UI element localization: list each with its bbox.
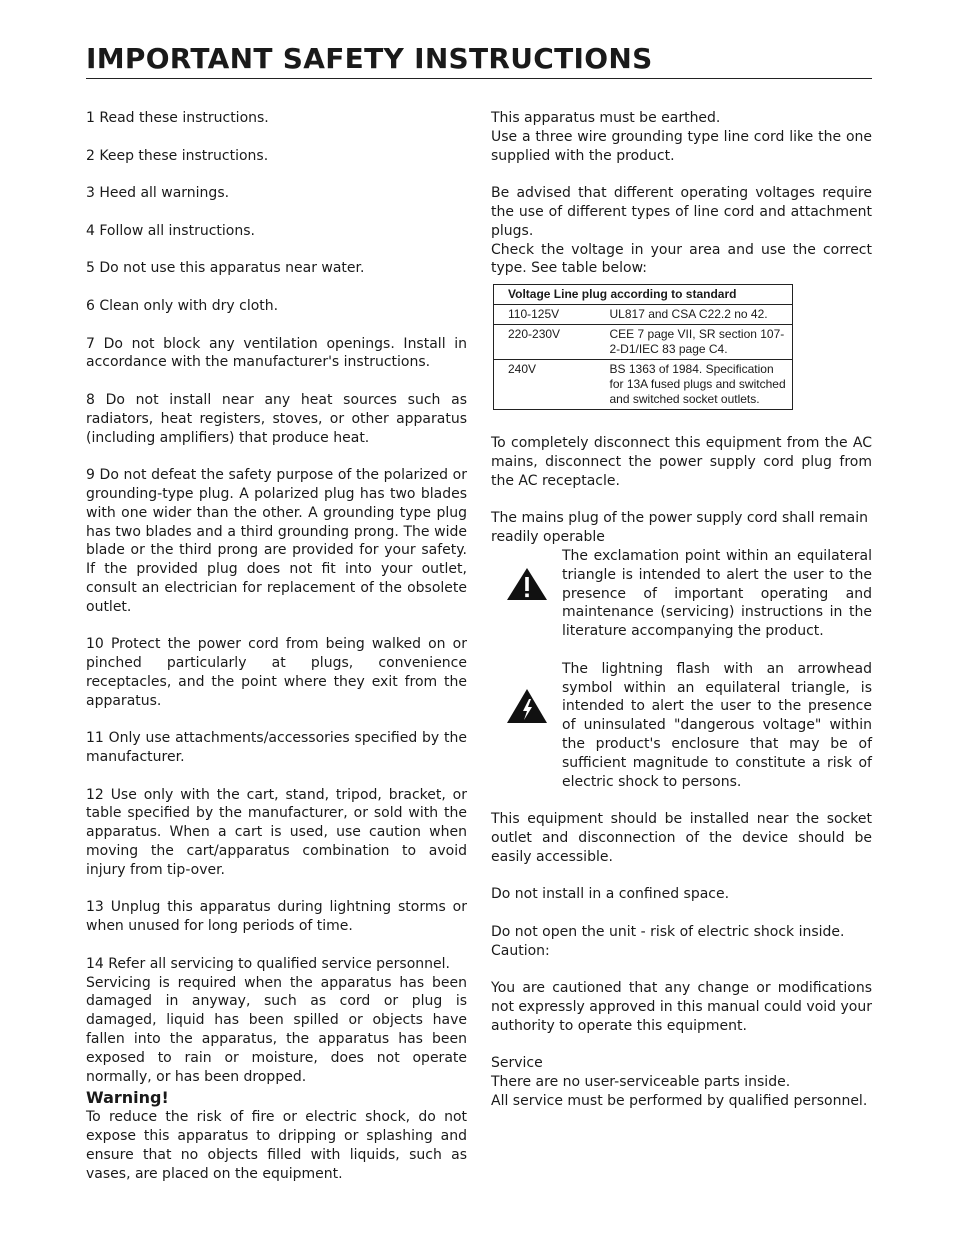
exclamation-description: The exclamation point within an equilateral triangle is intended to alert the user to the presence of important operating and maintenance (servicing) instructions in the literature accompanying the product. — [562, 547, 872, 640]
table-row — [494, 305, 793, 325]
instruction-1: 1 Read these instructions. — [86, 110, 269, 126]
voltage-cell: 240V — [494, 360, 596, 410]
instruction-14-body: Servicing is required when the apparatus has been damaged in anyway, such as cord or plug is damaged, liquid has been spilled or objects have fallen into the apparatus, the apparatus has been exposed to rain or moisture, does not operate normally, or has been dropped. — [86, 974, 467, 1085]
instruction-12: 12 Use only with the cart, stand, tripod, bracket, or table specified by the manufacturer, or sold with the apparatus. When a cart is used, use caution when moving the cart/apparatus combination to avoid injury from tip-over. — [86, 786, 467, 878]
warning-heading: Warning! — [86, 1088, 169, 1108]
instruction-5: 5 Do not use this apparatus near water. — [86, 260, 365, 277]
service-heading: Service — [491, 1055, 543, 1072]
instruction-2: 2 Keep these instructions. — [86, 147, 269, 164]
instruction-9: 9 Do not defeat the safety purpose of the polarized or grounding-type plug. A polarized plug has two blades with one wider than the other. A grounding type plug has two blades and a third grounding prong. The wide blade or the third prong are provided for your safety. If the provided plug does not fit into your outlet, consult an electrician for replacement of the obsolete outlet. — [86, 467, 467, 615]
voltage-table — [493, 284, 793, 410]
voltage-cell: 220-230V — [494, 325, 596, 360]
lightning-triangle-icon — [491, 660, 562, 724]
line-cord-statement: Use a three wire grounding type line cord like the one supplied with the product. — [491, 128, 872, 164]
instruction-3: 3 Heed all warnings. — [86, 185, 230, 202]
right-column — [491, 109, 872, 1111]
lightning-description: The lightning flash with an arrowhead symbol within an equilateral triangle, is intended to alert the user to the presence of uninsulated "dangerous voltage" within the product's enclosure that may be of sufficient magnitude to constitute a risk of electric shock to persons. — [562, 660, 872, 790]
instruction-8: 8 Do not install near any heat sources such as radiators, heat registers, stoves, or other apparatus (including amplifiers) that produce heat. — [86, 391, 467, 446]
instruction-6: 6 Clean only with dry cloth. — [86, 297, 279, 314]
voltage-advice: Be advised that different operating voltages require the use of different types of line cord and attachment plugs. — [491, 185, 872, 239]
lightning-notice — [491, 660, 872, 792]
instruction-7: 7 Do not block any ventilation openings. Install in accordance with the manufacturer's instructions. — [86, 335, 467, 371]
socket-statement: This equipment should be installed near the socket outlet and disconnection of the device should be easily accessible. — [491, 811, 872, 865]
table-row — [494, 360, 793, 410]
cautioned-statement: You are cautioned that any change or modifications not expressly approved in this manual could void your authority to operate this equipment. — [491, 980, 872, 1034]
confined-space-statement: Do not install in a confined space. — [491, 886, 730, 903]
instruction-11: 11 Only use attachments/accessories specified by the manufacturer. — [86, 730, 467, 766]
service-statement-1: There are no user-serviceable parts inside. — [491, 1074, 791, 1091]
warning-body: To reduce the risk of fire or electric shock, do not expose this apparatus to dripping or splashing and ensure that no objects filled with liquids, such as vases, are placed on the equipment. — [86, 1109, 467, 1182]
page-title: IMPORTANT SAFETY INSTRUCTIONS — [86, 42, 872, 79]
caution-label: Caution: — [491, 942, 550, 959]
plug-cell: BS 1363 of 1984. Specification for 13A fused plugs and switched and switched socket outlets. — [596, 360, 793, 410]
instruction-14-title: 14 Refer all servicing to qualified service personnel. — [86, 955, 450, 972]
instruction-13: 13 Unplug this apparatus during lightning storms or when unused for long periods of time. — [86, 899, 467, 935]
instruction-10: 10 Protect the power cord from being walked on or pinched particularly at plugs, convenience receptacles, and the point where they exit from the apparatus. — [86, 636, 467, 709]
voltage-table-header-row — [494, 285, 793, 305]
table-row — [494, 325, 793, 360]
disconnect-statement: To completely disconnect this equipment from the AC mains, disconnect the power supply cord plug from the AC receptacle. — [491, 435, 872, 489]
plug-cell: UL817 and CSA C22.2 no 42. — [596, 305, 793, 325]
voltage-table-header: Voltage Line plug according to standard — [494, 285, 793, 305]
plug-cell: CEE 7 page VII, SR section 107-2-D1/IEC 83 page C4. — [596, 325, 793, 360]
left-column — [86, 109, 467, 1184]
voltage-check: Check the voltage in your area and use the correct type. See table below: — [491, 241, 872, 277]
exclamation-triangle-icon — [491, 547, 562, 601]
mains-plug-statement: The mains plug of the power supply cord shall remain readily operable — [491, 510, 868, 546]
service-statement-2: All service must be performed by qualified personnel. — [491, 1093, 868, 1110]
earth-statement: This apparatus must be earthed. — [491, 110, 721, 126]
exclamation-notice — [491, 547, 872, 641]
instruction-4: 4 Follow all instructions. — [86, 222, 255, 239]
voltage-cell: 110-125V — [494, 305, 596, 325]
open-unit-statement: Do not open the unit - risk of electric shock inside. — [491, 923, 845, 940]
